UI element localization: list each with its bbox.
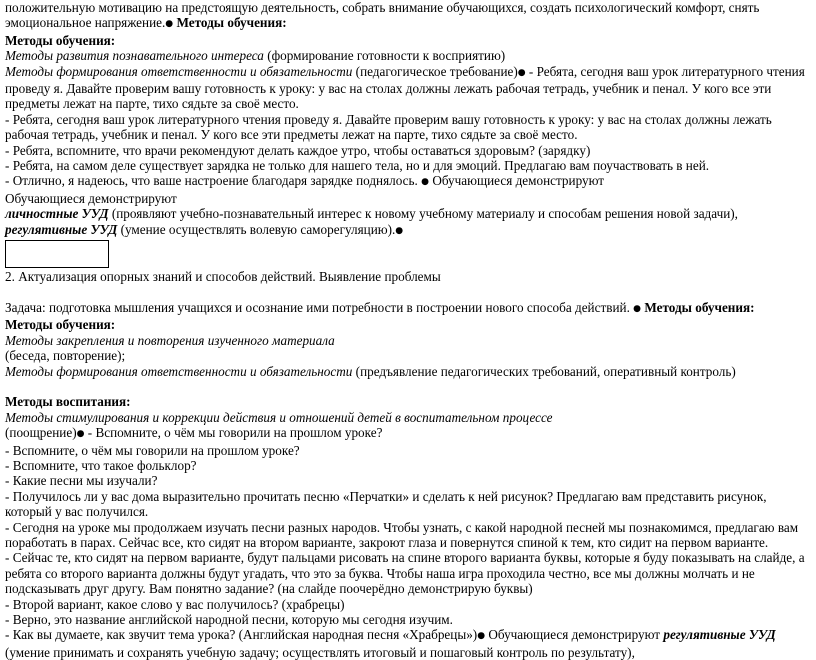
question-line: - Вспомните, о чём мы говорили на прошлом уроке?	[5, 442, 300, 458]
bullet-icon: ●	[477, 631, 486, 642]
section-heading: 2. Актуализация опорных знаний и способов действий. Выявление проблемы	[5, 269, 441, 285]
bullet-icon: ●	[165, 19, 174, 30]
question-line: - Вспомните, что такое фольклор?	[5, 457, 197, 473]
bullet-icon: ●	[421, 177, 430, 188]
bullet-icon: ●	[633, 303, 642, 314]
question-line: - Сегодня на уроке мы продолжаем изучать песни разных народов. Чтобы узнать, с какой народной песней мы познакомимся, предлагаю вам поработать в парах. Сейчас все, кто сидят на втором варианте, закроют глаза и повернутся спиной к тем, кто сидит на первом варианте.	[5, 519, 799, 550]
uud-personal: личностные УУД (проявляют учебно-познавательный интерес к новому учебному материалу и способам решения новой задачи),	[5, 206, 738, 222]
question-line: - Сейчас те, кто сидят на первом варианте, будут пальцами рисовать на спине второго варианта буквы, которые я буду показывать на слайде, а ребята со второго варианта должны будут угадать, что это за буква. Чтобы наша игра проходила честно, все мы должны молчать и не подсказывать друг другу. Вам понятно задание? (на слайде поочерёдно демонстрирую буквы)	[5, 550, 805, 597]
task-line: Задача: подготовка мышления учащихся и осознание ими потребности в построении нового способа действий. ● Методы обучения:	[5, 299, 755, 315]
method-repetition: Методы закрепления и повторения изученного материала	[5, 332, 335, 348]
methods-heading: Методы обучения:	[5, 317, 116, 333]
method-repetition-note: (беседа, повторение);	[5, 348, 126, 364]
outcome-line: Обучающиеся демонстрируют	[5, 190, 177, 206]
paragraph-motivation: положительную мотивацию на предстоящую деятельность, собрать внимание обучающихся, создать психологический комфорт, снять эмоциональное напряжение.● Методы обучения:	[5, 0, 760, 31]
upbringing-heading: Методы воспитания:	[5, 394, 131, 410]
bullet-icon: ●	[395, 225, 404, 236]
method-interest: Методы развития познавательного интереса (формирование готовности к восприятию)	[5, 48, 506, 64]
method-responsibility: Методы формирования ответственности и обязательности (педагогическое требование)● - Ребята, сегодня ваш урок литературного чтения проведу я. Давайте проверим вашу готовность к уроку: у вас на столах должны лежать рабочая тетрадь, учебник и пенал. У кого все эти предметы лежат на парте, тихо сядьте за своё место.	[5, 63, 805, 112]
question-line: - Как вы думаете, как звучит тема урока? (Английская народная песня «Храбрецы»)● Обучающиеся демонстрируют регулятивные УУД (умение принимать и сохранять учебную задачу; осуществлять итоговый и пошаговый контроль по результату),	[5, 627, 776, 660]
speech-line: - Ребята, на самом деле существует зарядка не только для нашего тела, но и для эмоций. Предлагаю вам поучаствовать в ней.	[5, 158, 710, 174]
empty-table-cell	[5, 240, 109, 268]
question-line: - Какие песни мы изучали?	[5, 473, 158, 489]
question-line: - Получилось ли у вас дома выразительно прочитать песню «Перчатки» и сделать к ней рисунок? Предлагаю вам представить рисунок, который у вас получился.	[5, 488, 767, 520]
question-line: - Второй вариант, какое слово у вас получилось? (храбрецы)	[5, 596, 345, 612]
speech-line: - Отлично, я надеюсь, что ваше настроение благодаря зарядке поднялось. ● Обучающиеся демонстрируют	[5, 173, 605, 189]
uud-regulative: регулятивные УУД (умение осуществлять волевую саморегуляцию).●	[5, 221, 404, 237]
question-line: - Верно, это название английской народной песни, которую мы сегодня изучим.	[5, 612, 453, 627]
methods-heading: Методы обучения:	[5, 32, 116, 48]
method-stimulation: Методы стимулирования и коррекции действия и отношений детей в воспитательном процессе	[5, 409, 553, 425]
speech-line: - Ребята, сегодня ваш урок литературного чтения проведу я. Давайте проверим вашу готовность к уроку: у вас на столах должны лежать рабочая тетрадь, учебник и пенал. У кого все эти предметы лежат на парте, тихо сядьте за своё место.	[5, 111, 772, 143]
methods-label-inline: Методы обучения:	[176, 15, 287, 31]
bullet-icon: ●	[517, 67, 526, 78]
encouragement-line: (поощрение)● - Вспомните, о чём мы говорили на прошлом уроке?	[5, 425, 383, 441]
bullet-icon: ●	[76, 429, 85, 440]
method-responsibility: Методы формирования ответственности и обязательности (предъявление педагогических требований, оперативный контроль)	[5, 363, 736, 379]
speech-line: - Ребята, вспомните, что врачи рекомендуют делать каждое утро, чтобы оставаться здоровым? (зарядку)	[5, 142, 591, 158]
